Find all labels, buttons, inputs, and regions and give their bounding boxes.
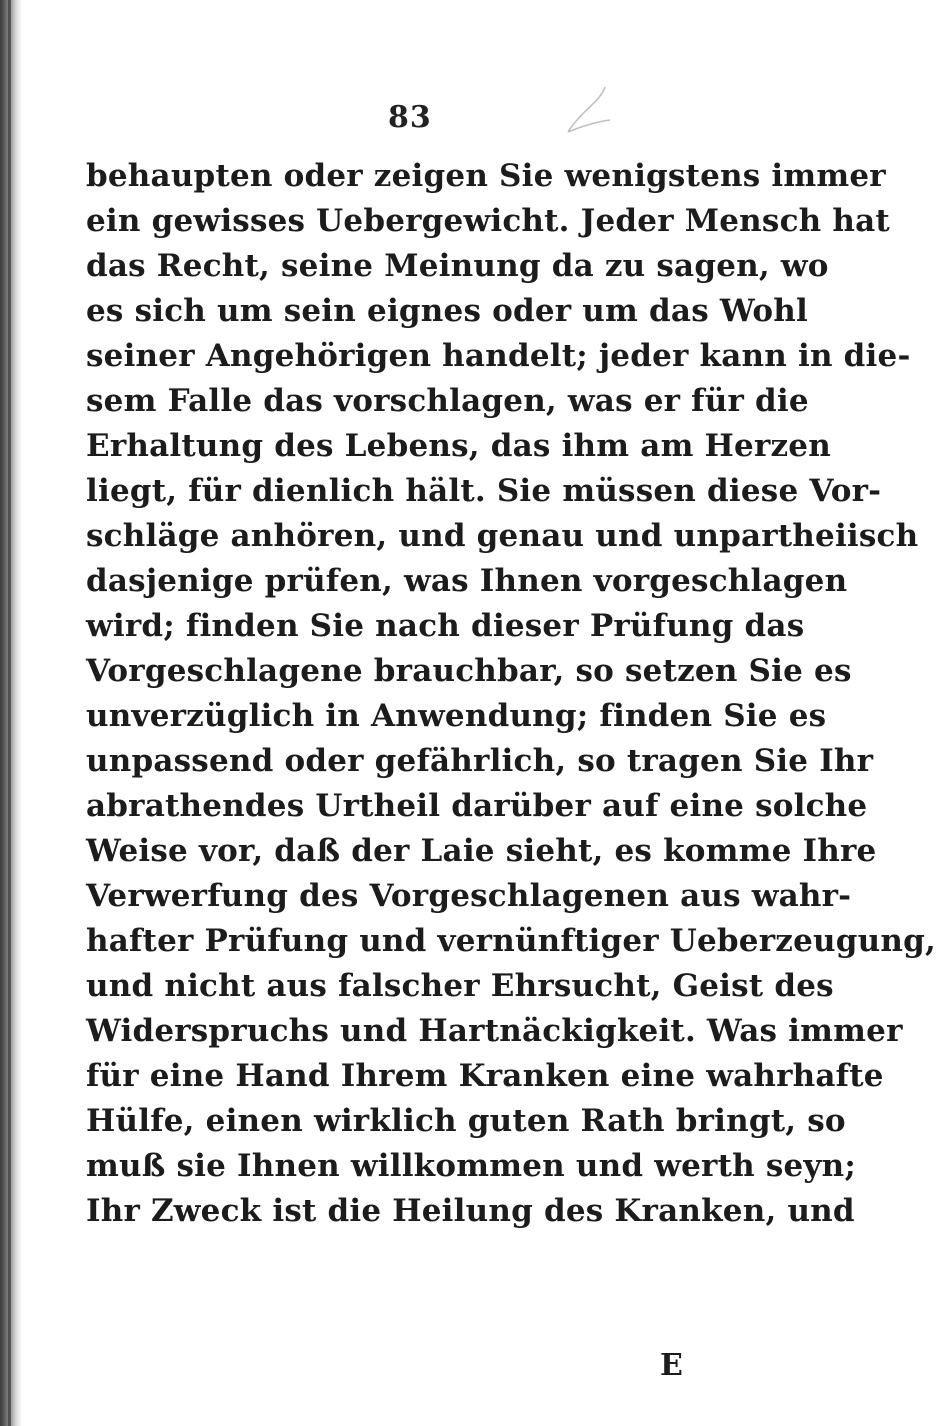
text-line: unverzüglich in Anwendung; finden Sie es bbox=[86, 698, 827, 734]
text-line: Erhaltung des Lebens, das ihm am Herzen bbox=[86, 428, 831, 464]
text-line: liegt, für dienlich hält. Sie müssen diese Vor- bbox=[86, 473, 882, 509]
text-line: Widerspruchs und Hartnäckigkeit. Was immer bbox=[86, 1013, 903, 1049]
text-line: Ihr Zweck ist die Heilung des Kranken, und bbox=[86, 1193, 855, 1229]
pencil-mark bbox=[560, 82, 620, 152]
text-line: für eine Hand Ihrem Kranken eine wahrhafte bbox=[86, 1058, 884, 1094]
text-line: das Recht, seine Meinung da zu sagen, wo bbox=[86, 248, 829, 284]
page-number: 83 bbox=[388, 100, 432, 135]
text-line: hafter Prüfung und vernünftiger Ueberzeugung, bbox=[86, 923, 936, 959]
text-line: und nicht aus falscher Ehrsucht, Geist des bbox=[86, 968, 834, 1004]
text-line: Hülfe, einen wirklich guten Rath bringt, so bbox=[86, 1103, 846, 1139]
text-line: Vorgeschlagene brauchbar, so setzen Sie es bbox=[86, 653, 852, 689]
text-line: wird; finden Sie nach dieser Prüfung das bbox=[86, 608, 805, 644]
text-line: es sich um sein eignes oder um das Wohl bbox=[86, 293, 808, 329]
text-line: abrathendes Urtheil darüber auf eine solche bbox=[86, 788, 868, 824]
catchword: E bbox=[660, 1348, 683, 1383]
text-line: Weise vor, daß der Laie sieht, es komme Ihre bbox=[86, 833, 877, 869]
text-line: behaupten oder zeigen Sie wenigstens immer bbox=[86, 158, 886, 194]
text-line: sem Falle das vorschlagen, was er für die bbox=[86, 383, 809, 419]
text-line: Verwerfung des Vorgeschlagenen aus wahr- bbox=[86, 878, 852, 914]
text-line: unpassend oder gefährlich, so tragen Sie Ihr bbox=[86, 743, 874, 779]
text-line: ein gewisses Uebergewicht. Jeder Mensch hat bbox=[86, 203, 890, 239]
text-line: schläge anhören, und genau und unpartheiisch bbox=[86, 518, 919, 554]
body-text bbox=[86, 154, 936, 1234]
text-line: muß sie Ihnen willkommen und werth seyn; bbox=[86, 1148, 856, 1184]
text-line: seiner Angehörigen handelt; jeder kann in die- bbox=[86, 338, 911, 374]
text-line: dasjenige prüfen, was Ihnen vorgeschlagen bbox=[86, 563, 848, 599]
